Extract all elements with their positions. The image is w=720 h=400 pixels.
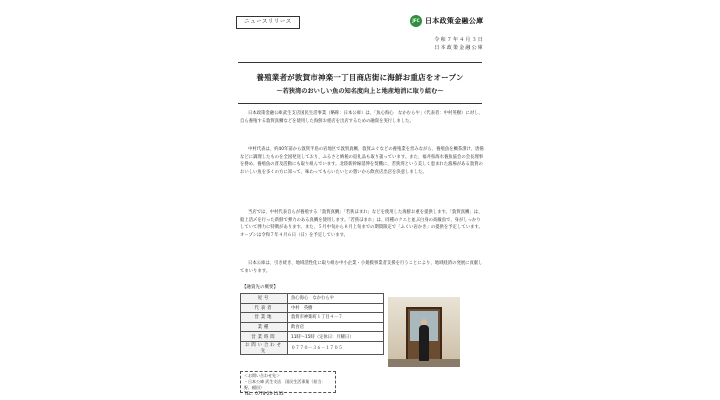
paragraph-2: 中村代表は、約40年前から敦賀半島の岩地区で敦賀真鯛、敦賀ふぐなどの養殖業を営みながら、養殖魚を鯛茶漬け、唐揚などに調理したものを全国発送しており、ふるさと納税の返礼品も取り扱っています。また、福井県海水養魚協会の会長理事を務め、養殖魚の普及活動にも取り組んでいます。北陸新幹線延伸を契機に、若狭湾という美しく恵まれた漁場がある敦賀のおいしい魚を多くの方に知って、味わってもらいたいとの想いから飲食店出店を決意しました。 bbox=[240, 147, 484, 175]
news-release-label: ニュースリリース bbox=[236, 16, 300, 29]
table-row bbox=[241, 313, 384, 323]
jfc-logo bbox=[410, 15, 483, 27]
info-key: 営業時間 bbox=[241, 332, 288, 342]
press-release-page bbox=[232, 14, 490, 394]
info-key: お問い合わせ先 bbox=[241, 341, 288, 354]
paragraph-3: 当店では、中村代表自らが養殖する「敦賀真鯛」「若狭ほまれ」などを使用した海鮮お重を提供します。「敦賀真鯛」は、船上活〆を行った新鮮で弾力のある真鯛を使用します。「若狭ほまれ」は、同種のクエと並ぶ白身の高級魚で、身がしっかりしていて弾力に特徴があります。また、５月中旬から８月上旬までの期間限定で「ふくい岩かき」の提供を予定しています。 オープンは令和７年４月６日（日）を予定しています。 bbox=[240, 210, 483, 238]
table-row bbox=[241, 341, 384, 354]
info-value: 11時～15時（定休日：月曜日） bbox=[288, 332, 384, 342]
release-date: 令和７年４月３日 bbox=[434, 37, 484, 43]
info-value: 敦賀市神楽町１丁目４－７ bbox=[288, 313, 384, 323]
contact-heading: ＜お問い合わせ先＞ bbox=[244, 373, 280, 378]
issuer-name: 日本政策金融公庫 bbox=[434, 45, 484, 51]
logo-text: 日本政策金融公庫 bbox=[425, 17, 484, 25]
storefront-photo bbox=[388, 297, 460, 367]
contact-line: ・日本公庫 武生支店 国民生活事業（担当：野、稲田） bbox=[244, 379, 326, 390]
info-key: 屋号 bbox=[241, 294, 288, 304]
page-subtitle: ～若狭湾のおいしい魚の知名度向上と地産地消に取り組む～ bbox=[276, 88, 444, 95]
table-row bbox=[241, 322, 384, 332]
info-value: 魚心海心 なかむらや bbox=[288, 294, 384, 304]
info-key: 業種 bbox=[241, 322, 288, 332]
paragraph-1: 日本政策金融公庫武生支店国民生活事業（略称：日本公庫）は、「魚心海心 なかむらや」（代表者：中村英樹）に対し、自ら養殖する敦賀真鯛などを使用した海鮮お重店を出店するための融資を実行しました。 bbox=[240, 111, 483, 124]
table-row bbox=[241, 303, 384, 313]
contact-box bbox=[240, 371, 336, 396]
title-box bbox=[238, 62, 482, 104]
borrower-info-table bbox=[240, 293, 384, 355]
table-row bbox=[241, 294, 384, 304]
page-title: 養殖業者が敦賀市神楽一丁目商店街に海鮮お重店をオープン bbox=[256, 73, 464, 82]
person-figure bbox=[419, 325, 429, 361]
contact-phone: TEL：0778-23-1133 bbox=[244, 391, 284, 396]
jfc-logo-icon: JFC bbox=[410, 15, 422, 27]
table-row bbox=[241, 332, 384, 342]
info-value: 中村 英樹 bbox=[288, 303, 384, 313]
info-value: 飲食店 bbox=[288, 322, 384, 332]
date-block bbox=[434, 36, 484, 52]
info-key: 営業地 bbox=[241, 313, 288, 323]
info-key: 代表者 bbox=[241, 303, 288, 313]
info-value: ０７７０－３６－１７０５ bbox=[288, 341, 384, 354]
paragraph-4: 日本公庫は、引き続き、地域活性化に取り組む中小企業・小規模事業者支援を行うことにより、地域経済の発展に貢献してまいります。 bbox=[240, 261, 483, 274]
info-heading: 【融資先の概要】 bbox=[242, 285, 278, 290]
